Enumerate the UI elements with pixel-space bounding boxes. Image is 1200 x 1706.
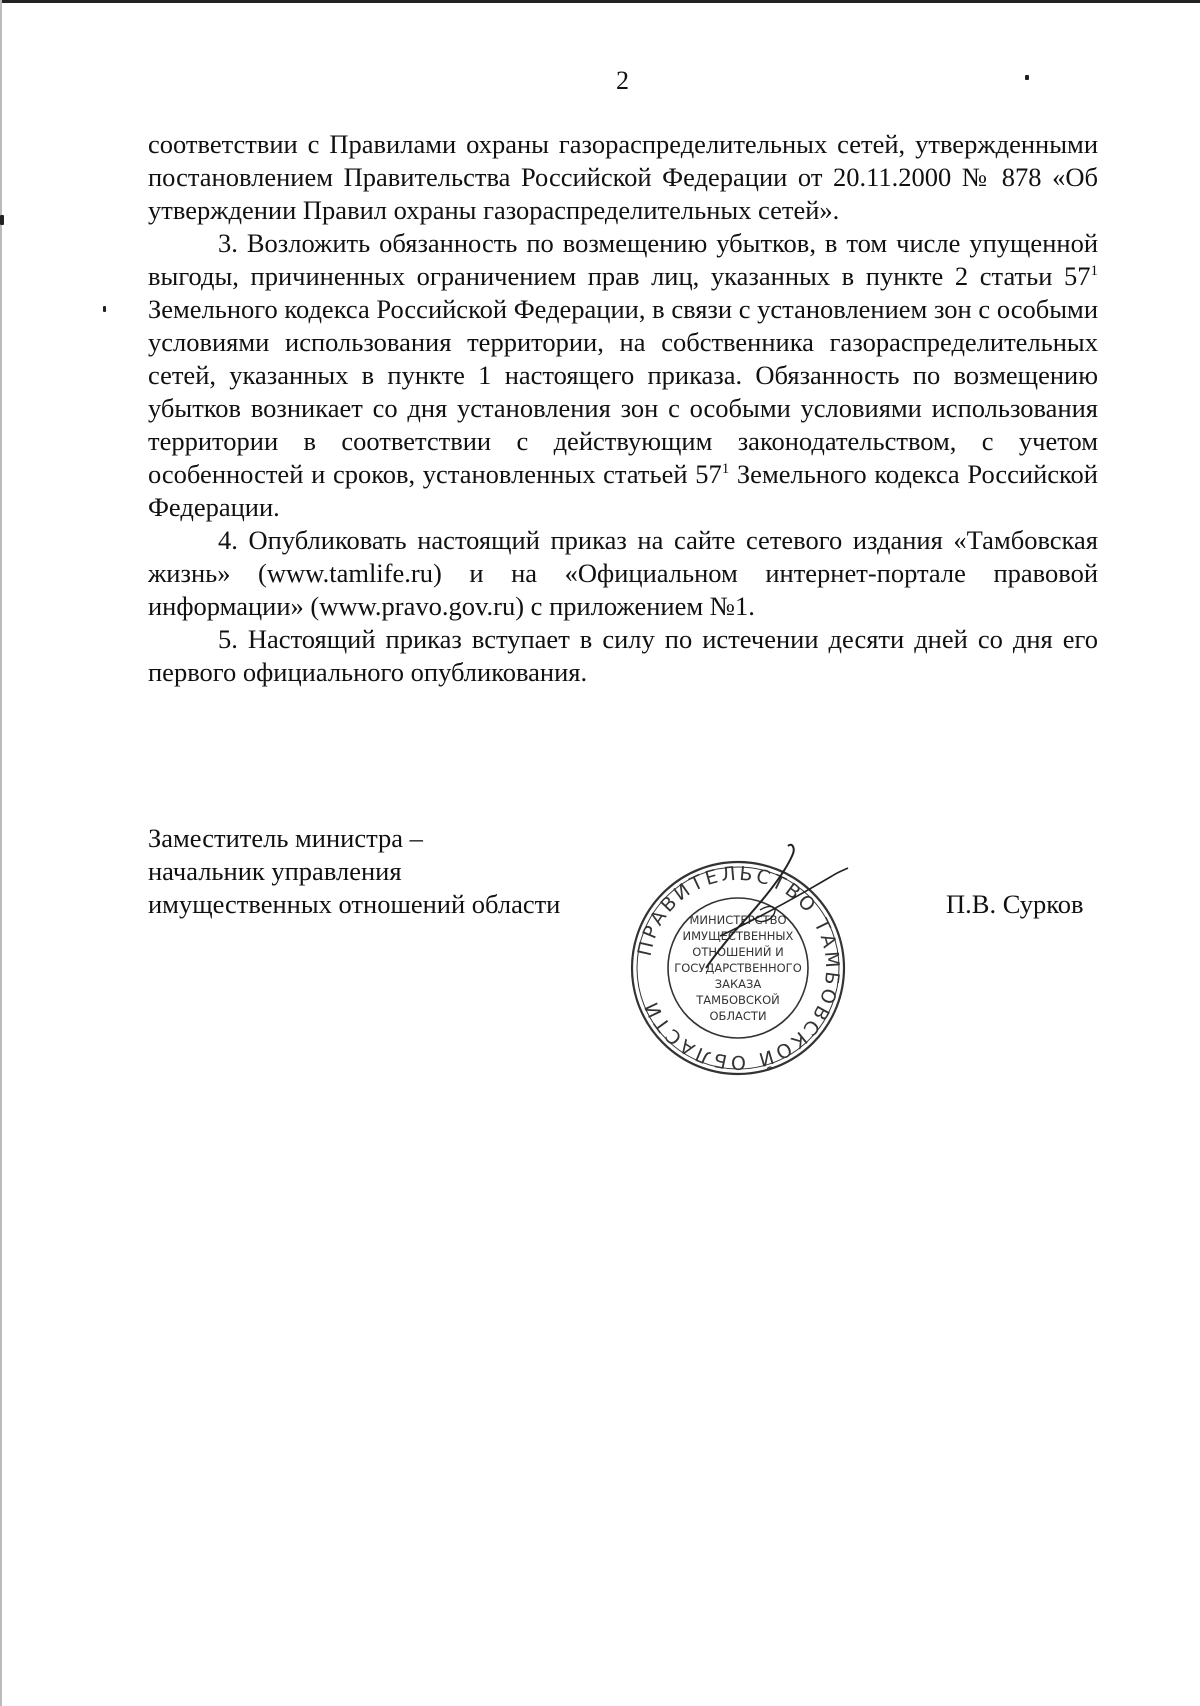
scan-speck [103,306,106,312]
seal-inner-line: ГОСУДАРСТВЕННОГО [674,961,802,975]
signer-title-line: начальник управления [148,856,402,886]
paragraph-item-3 [148,227,1098,524]
paragraph-text: Земельного кодекса Российской Федерации. [148,459,1098,522]
paragraph-text: Земельного кодекса Российской Федерации, в связи с установлением зон с особыми условиями использования территории, на собственника газораспределительных сетей, указанных в пункте 1 настоящего приказа. Обязанность по возмещению убытков возникает со дня установления зон с особыми условиями использования территории в соответствии с действующим законодательством, с учетом особенностей и сроков, установленных статьей 57 [148,294,1098,489]
signer-title-line: имущественных отношений области [148,889,561,919]
seal-inner-line: ТАМБОВСКОЙ [696,993,780,1007]
scan-left-edge [0,0,2,1706]
document-body [148,128,1098,689]
seal-inner-line: ОТНОШЕНИЙ И [692,945,784,959]
superscript: 1 [721,461,730,478]
scan-top-edge [0,0,1200,3]
paragraph-item-5: 5. Настоящий приказ вступает в силу по истечении десяти дней со дня его первого официального опубликования. [148,624,1098,687]
signer-title-line: Заместитель министра – [148,823,423,853]
handwritten-signature-icon [700,840,850,980]
paragraph-continuation: соответствии с Правилами охраны газораспределительных сетей, утвержденными постановлением Правительства Российской Федерации от 20.11.2000 № 878 «Об утверждении Правил охраны газораспределительных сетей». [148,129,1098,225]
superscript: 1 [1090,263,1098,280]
page-number: 2 [616,66,629,95]
scan-speck [0,215,4,225]
seal-inner-line: ЗАКАЗА [714,977,762,991]
paragraph-text: 3. Возложить обязанность по возмещению убытков, в том числе упущенной выгоды, причиненных ограничением прав лиц, указанных в пункте 2 статьи 57 [148,228,1098,291]
seal-inner-line: ОБЛАСТИ [709,1009,767,1023]
seal-inner-line: МИНИСТЕРСТВО [689,913,787,927]
paragraph-item-4: 4. Опубликовать настоящий приказ на сайте сетевого издания «Тамбовская жизнь» (www.tamlife.ru) и на «Официальном интернет-портале правовой информации» (www.pravo.gov.ru) с приложением №1. [148,525,1098,621]
signer-name: П.В. Сурков [946,889,1084,919]
seal-inner-line: ИМУЩЕСТВЕННЫХ [682,929,794,943]
signer-title [148,822,560,921]
seal-outer-text: ПРАВИТЕЛЬСТВО ТАМБОВСКОЙ ОБЛАСТИ [633,862,844,1074]
